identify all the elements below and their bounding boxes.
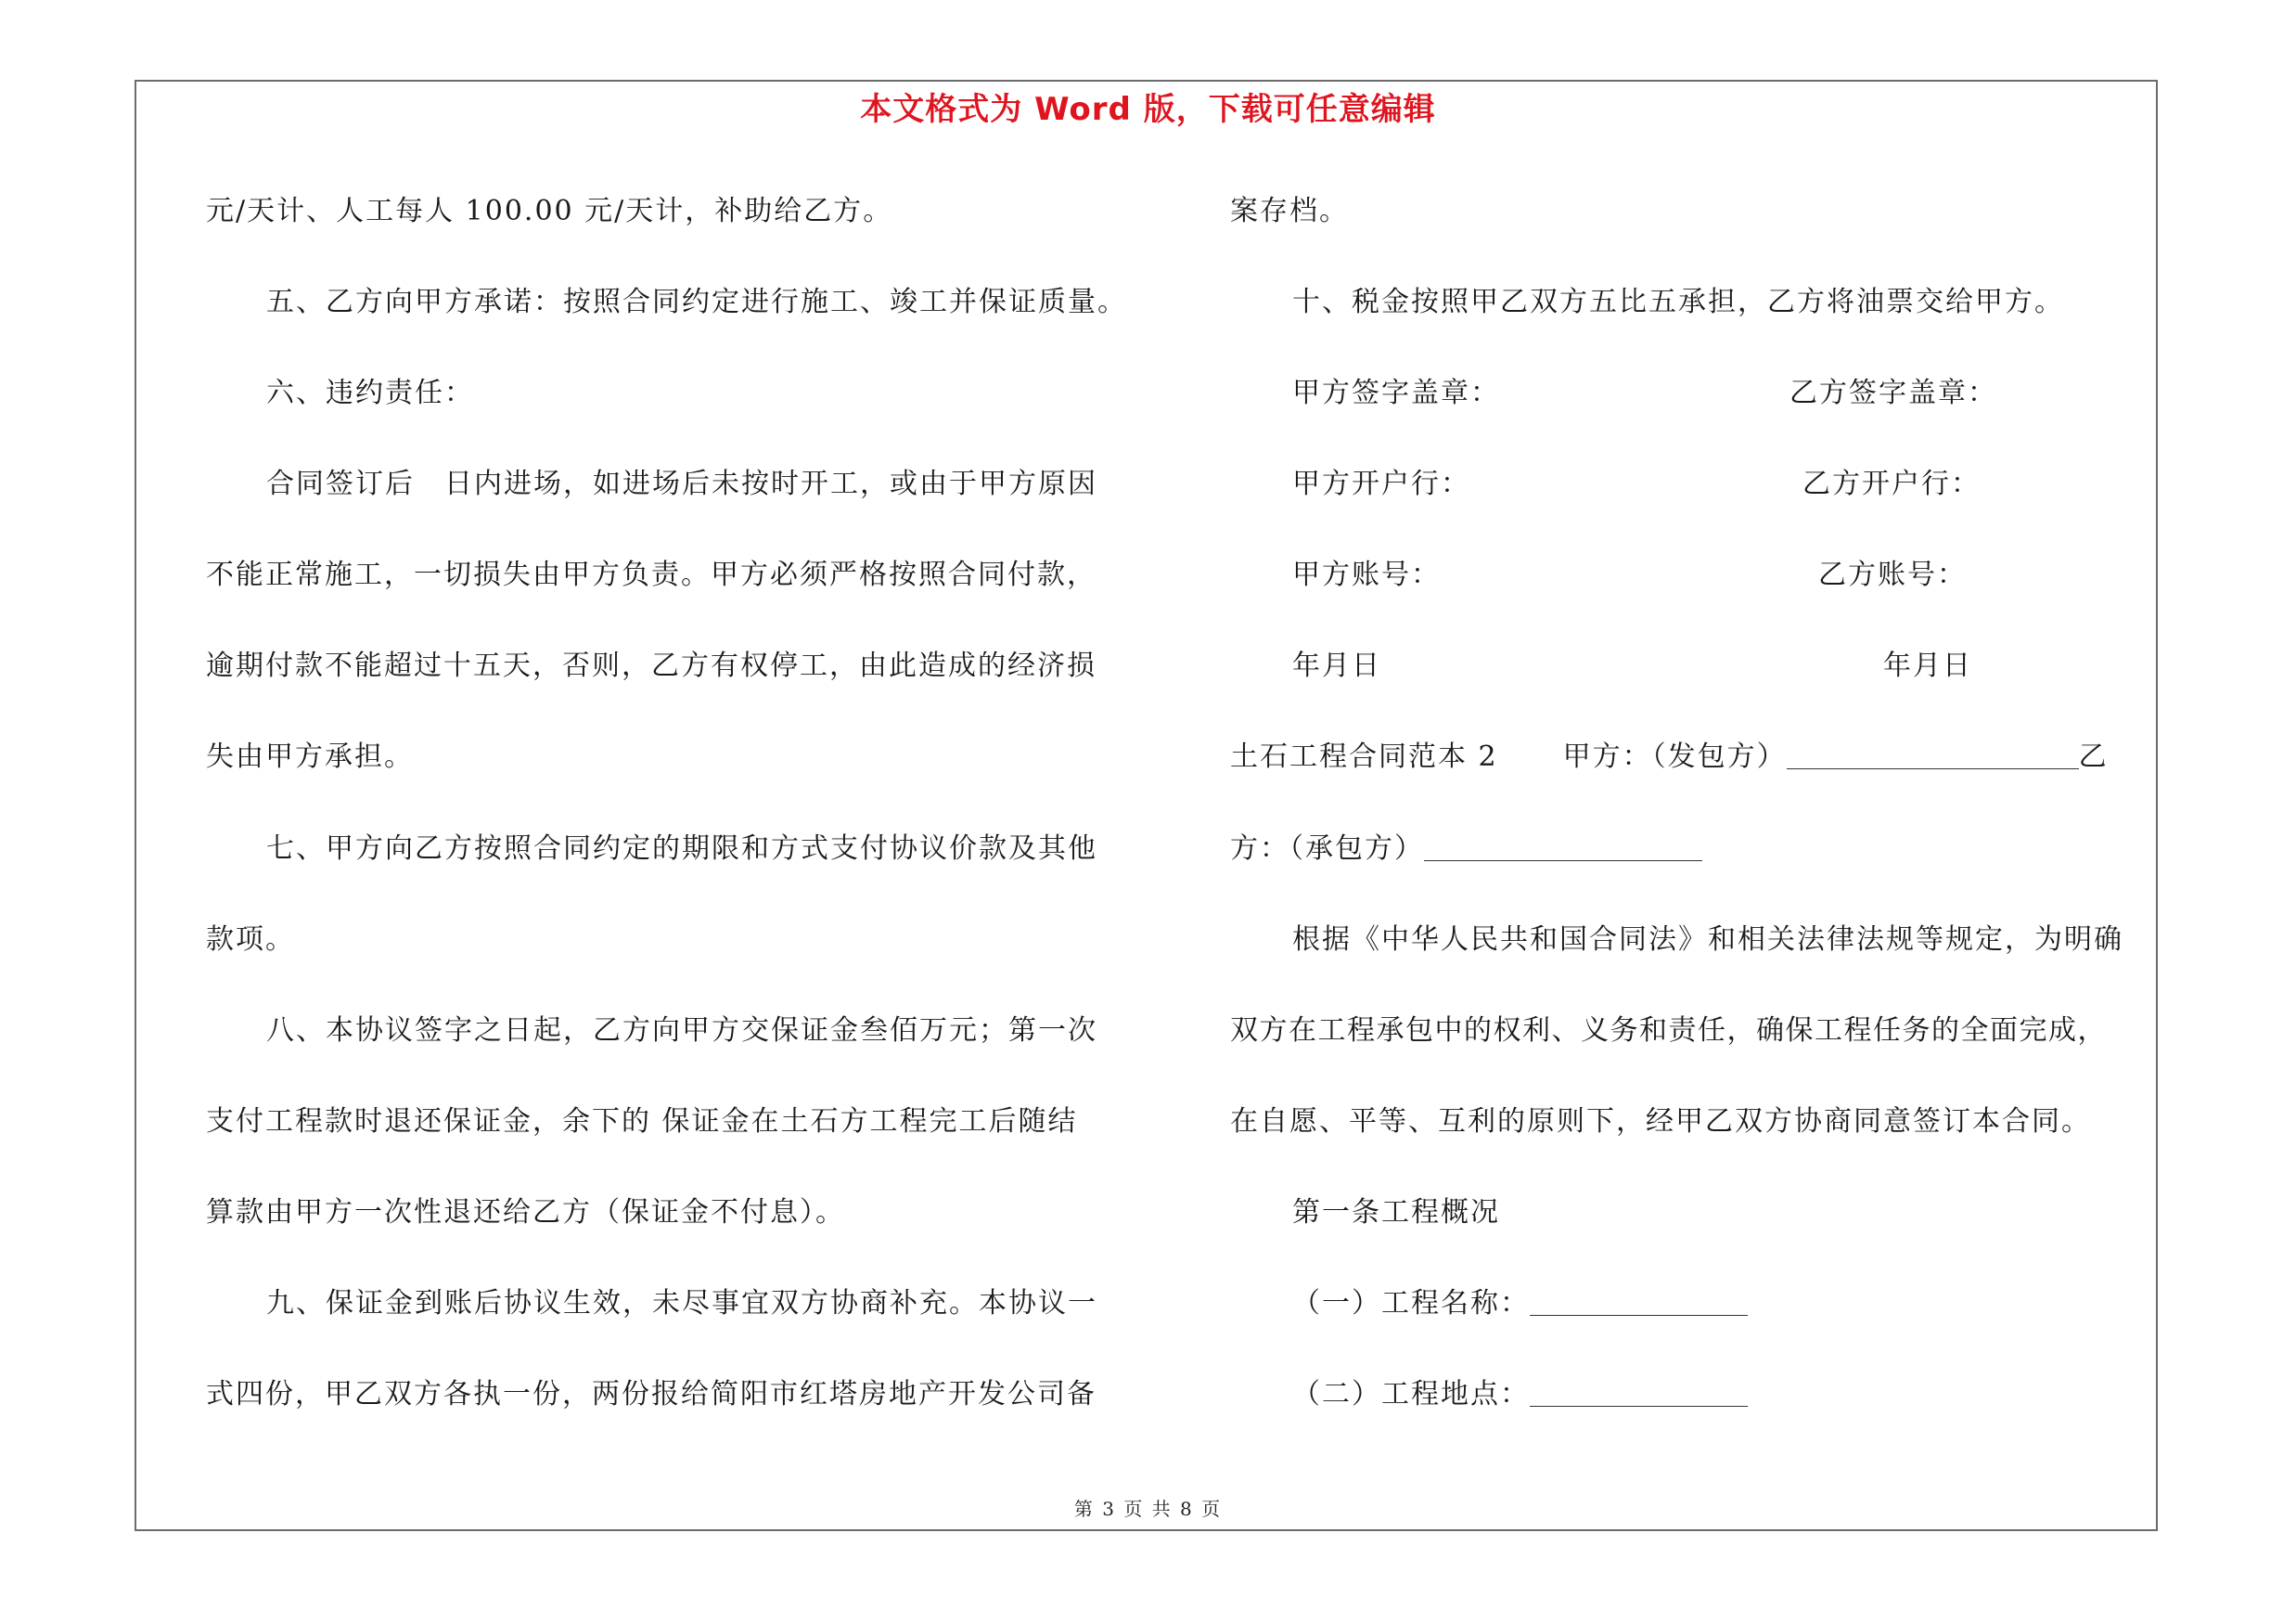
article-1-title: 第一条工程概况 — [1292, 1196, 1500, 1229]
clause-6-title: 六、违约责任： — [266, 377, 474, 409]
clause-6-line-4: 失由甲方承担。 — [206, 741, 414, 773]
party-b-bank-label: 乙方开户行： — [1802, 468, 1981, 500]
preamble-line-1: 根据《中华人民共和国合同法》和相关法律法规等规定，为明确 — [1292, 923, 2123, 956]
project-name-label: （一）工程名称： — [1292, 1287, 1530, 1320]
clause-5: 五、乙方向甲方承诺：按照合同约定进行施工、竣工并保证质量。 — [266, 286, 1127, 318]
project-name-blank — [1530, 1287, 1748, 1316]
party-b-blank — [1424, 832, 1702, 861]
clause-10: 十、税金按照甲乙双方五比五承担，乙方将油票交给甲方。 — [1292, 286, 2064, 318]
clause-9-line-2: 式四份，甲乙双方各执一份，两份报给简阳市红塔房地产开发公司备 — [206, 1378, 1097, 1410]
clause-7-line-2: 款项。 — [206, 923, 295, 956]
party-b-contractor-label: 方：（承包方） — [1230, 832, 1424, 865]
party-b-prefix: 乙 — [2078, 741, 2109, 773]
party-a-date-label: 年月日 — [1292, 650, 1381, 682]
clause-6-line-2: 不能正常施工，一切损失由甲方负责。甲方必须严格按照合同付款， — [206, 559, 1097, 591]
clause-8-line-2: 支付工程款时退还保证金，余下的 保证金在土石方工程完工后随结 — [206, 1105, 1078, 1138]
clause-6-line-3: 逾期付款不能超过十五天，否则，乙方有权停工，由此造成的经济损 — [206, 650, 1097, 682]
clause-8-line-3: 算款由甲方一次性退还给乙方（保证金不付息）。 — [206, 1196, 845, 1229]
preamble-line-3: 在自愿、平等、互利的原则下，经甲乙双方协商同意签订本合同。 — [1230, 1105, 2091, 1138]
clause-6-line-1: 合同签订后 日内进场，如进场后未按时开工，或由于甲方原因 — [266, 468, 1097, 500]
party-b-signature-label: 乙方签字盖章： — [1789, 377, 1997, 409]
party-b-date-label: 年月日 — [1883, 650, 1972, 682]
party-b-account-label: 乙方账号： — [1818, 559, 1967, 591]
project-location-blank — [1530, 1378, 1748, 1407]
contract-heading-line — [1230, 739, 2109, 776]
party-a-contractor-label: 甲方：（发包方） — [1562, 741, 1787, 773]
preamble-line-2: 双方在工程承包中的权利、义务和责任，确保工程任务的全面完成， — [1230, 1014, 2107, 1047]
format-banner: 本文格式为 Word 版，下载可任意编辑 — [860, 91, 1436, 128]
party-a-blank — [1787, 741, 2079, 769]
project-location-line — [1292, 1376, 1748, 1413]
party-a-bank-label: 甲方开户行： — [1292, 468, 1470, 500]
page-number: 第 3 页 共 8 页 — [1073, 1498, 1223, 1520]
party-a-account-label: 甲方账号： — [1292, 559, 1441, 591]
clause-9-line-1: 九、保证金到账后协议生效，未尽事宜双方协商补充。本协议一 — [266, 1287, 1097, 1320]
contract-template-title: 土石工程合同范本 2 — [1230, 741, 1498, 773]
left-line-1: 元/天计、人工每人 100.00 元/天计，补助给乙方。 — [206, 195, 893, 227]
project-location-label: （二）工程地点： — [1292, 1378, 1530, 1410]
project-name-line — [1292, 1285, 1748, 1322]
right-line-1: 案存档。 — [1230, 195, 1349, 227]
party-b-contractor-line — [1230, 831, 1702, 868]
party-a-signature-label: 甲方签字盖章： — [1292, 377, 1500, 409]
clause-7-line-1: 七、甲方向乙方按照合同约定的期限和方式支付协议价款及其他 — [266, 832, 1097, 865]
clause-8-line-1: 八、本协议签字之日起，乙方向甲方交保证金叁佰万元；第一次 — [266, 1014, 1097, 1047]
